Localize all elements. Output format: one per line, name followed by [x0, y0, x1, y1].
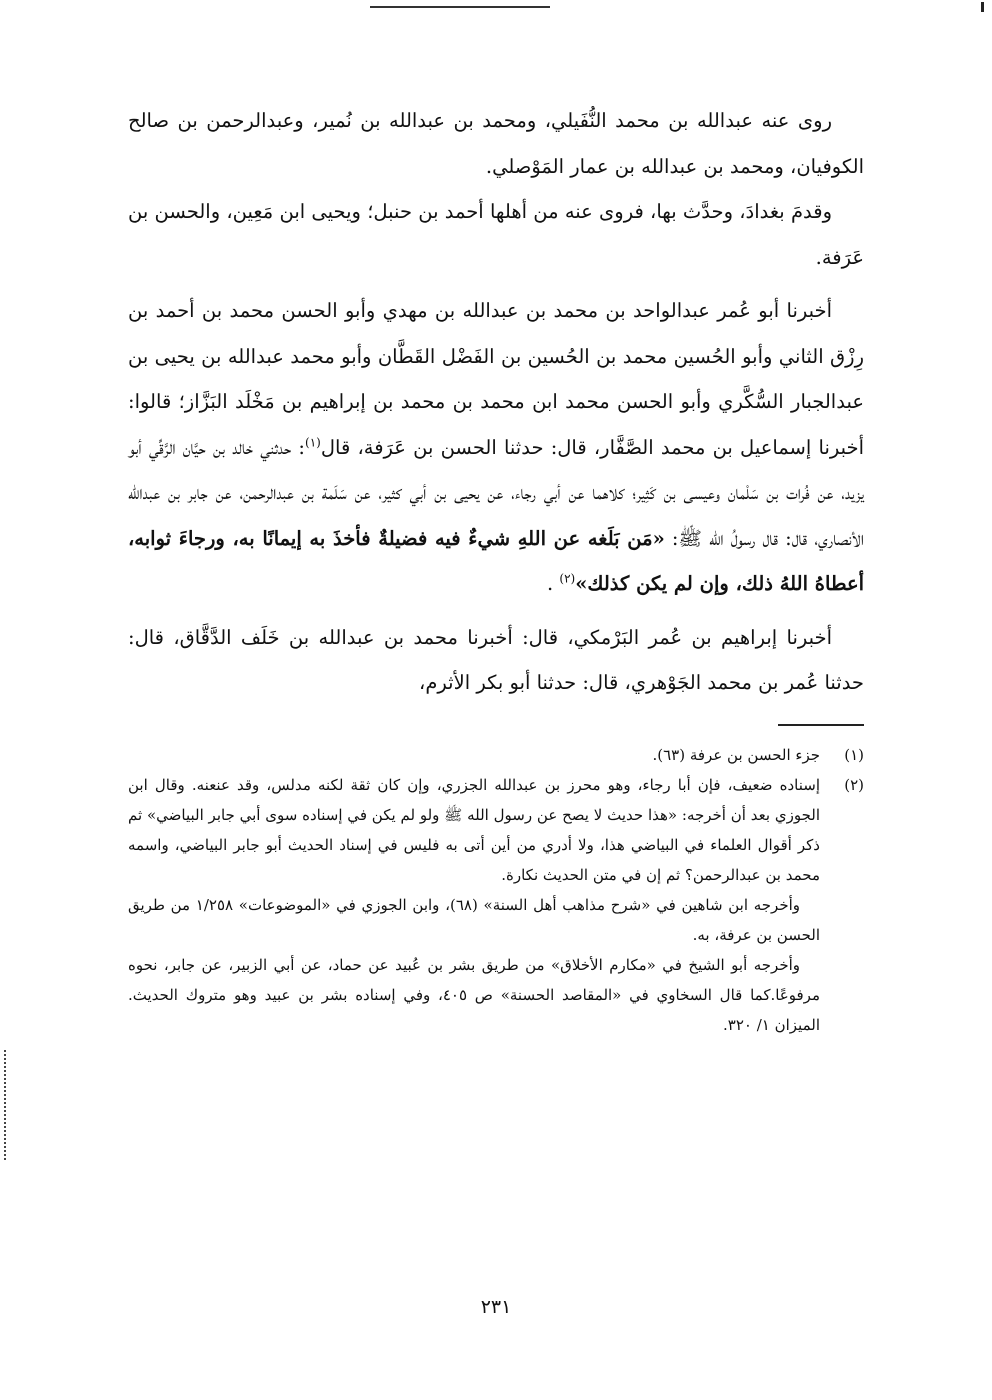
main-text: [128, 98, 864, 706]
footnote-1: [128, 740, 864, 770]
corner-mark: [981, 2, 984, 12]
paragraph-end: .: [547, 572, 554, 595]
paragraph-3: [128, 288, 864, 607]
paragraph-4: أخبرنا إبراهيم بن عُمر البَرْمكي، قال: أخبرنا محمد بن عبدالله بن خَلَف الدَّقَّاق، قال: حدثنا عُمر بن محمد الجَوْهري، قال: حدثنا أبو بكر الأثرم،: [128, 625, 864, 694]
hadith-text: «مَن بَلَغه عن اللهِ شيءٌ فيه فضيلةٌ فأخذَ به إيمانًا به، ورجاءَ ثوابه، أعطاهُ اللهُ ذلك، وإن لم يكن كذلك»: [128, 526, 864, 595]
footnote-marker-2[interactable]: (٢): [559, 571, 576, 586]
footnote-text: وأخرجه ابن شاهين في «شرح مذاهب أهل السنة» (٦٨)، وابن الجوزي في «الموضوعات» ١/٢٥٨ من طريق الحسن بن عرفة، به.: [128, 895, 820, 944]
footnote-number: (١): [844, 745, 864, 764]
footnote-text: وأخرجه أبو الشيخ في «مكارم الأخلاق» من طريق بشر بن عُبيد عن حماد، عن أبي الزبير، عن جابر، نحوه مرفوعًا.كما قال السخاوي في «المقاصد الحسنة» ص ٤٠٥، وفي إسناده بشر بن عبيد وهو متروك الحديث. الميزان ١/ ٣٢٠.: [128, 955, 820, 1034]
paragraph-1: روى عنه عبدالله بن محمد النُّفَيلي، ومحمد بن عبدالله بن نُمير، وعبدالرحمن بن صالح الكوفيان، ومحمد بن عبدالله بن عمار المَوْصلي.: [128, 109, 864, 178]
footnotes: [128, 740, 864, 1040]
footnote-body: [128, 770, 820, 1040]
footnote-body: [128, 740, 820, 770]
footnote-marker-1[interactable]: (١): [305, 435, 321, 449]
footnote-2: [128, 770, 864, 1040]
page-number: ٢٣١: [480, 1296, 512, 1318]
top-rule: [370, 6, 550, 8]
isnad-text: أخبرنا أبو عُمر عبدالواحد بن محمد بن عبدالله بن مهدي وأبو الحسن محمد بن أحمد بن رِزْق الثاني وأبو الحُسين محمد بن الحُسين بن الفَضْل القَطَّان وأبو محمد عبدالله بن يحيى بن عبدالجبار السُّكَّري وأبو الحسن محمد ابن محمد بن محمد بن إبراهيم بن مَخْلَد البَزَّاز؛ قالوا: أخبرنا إسماعيل بن محمد الصَّفَّار، قال: حدثنا الحسن بن عَرَفة، قال: [128, 299, 864, 459]
footnote-text: إسناده ضعيف، فإن أبا رجاء، وهو محرز بن عبدالله الجزري، وإن كان ثقة لكنه مدلس، وقد عنعنه. وقال ابن الجوزي بعد أن أخرجه: «هذا حديث لا يصح عن رسول الله ﷺ ولو لم يكن في إسناده سوى أبي جابر البياضي» ثم ذكر أقوال العلماء في البياضي هذا، ولا أدري من أين أتى به فليس في إسناد الحديث أبو جابر البياضي، واسمه محمد بن عبدالرحمن؟ ثم إن في متن الحديث نكارة.: [128, 775, 820, 884]
isnad-text-continued: : حدثني خالد بن حيَّان الرَّقِّي أبو يزيد، عن فُرات بن سَلْمان وعيسى بن كَثِير؛ كلاهما عن أبي رجاء، عن يحيى بن أبي كثير، عن سَلَمة بن عبدالرحمن، عن جابر بن عبدالله الأنصاري، قال: قال رسولُ الله ﷺ:: [128, 435, 864, 550]
footnote-text: جزء الحسن بن عرفة (٦٣).: [652, 745, 820, 764]
paragraph-2: وقدمَ بغدادَ، وحدَّث بها، فروى عنه من أهلها أحمد بن حنبل؛ ويحيى ابن مَعِين، والحسن بن عَرَفة.: [128, 200, 864, 269]
footnote-separator: [778, 724, 864, 726]
margin-ticks: [4, 1050, 8, 1160]
book-page: [128, 98, 864, 1358]
footnote-number: (٢): [844, 775, 864, 794]
